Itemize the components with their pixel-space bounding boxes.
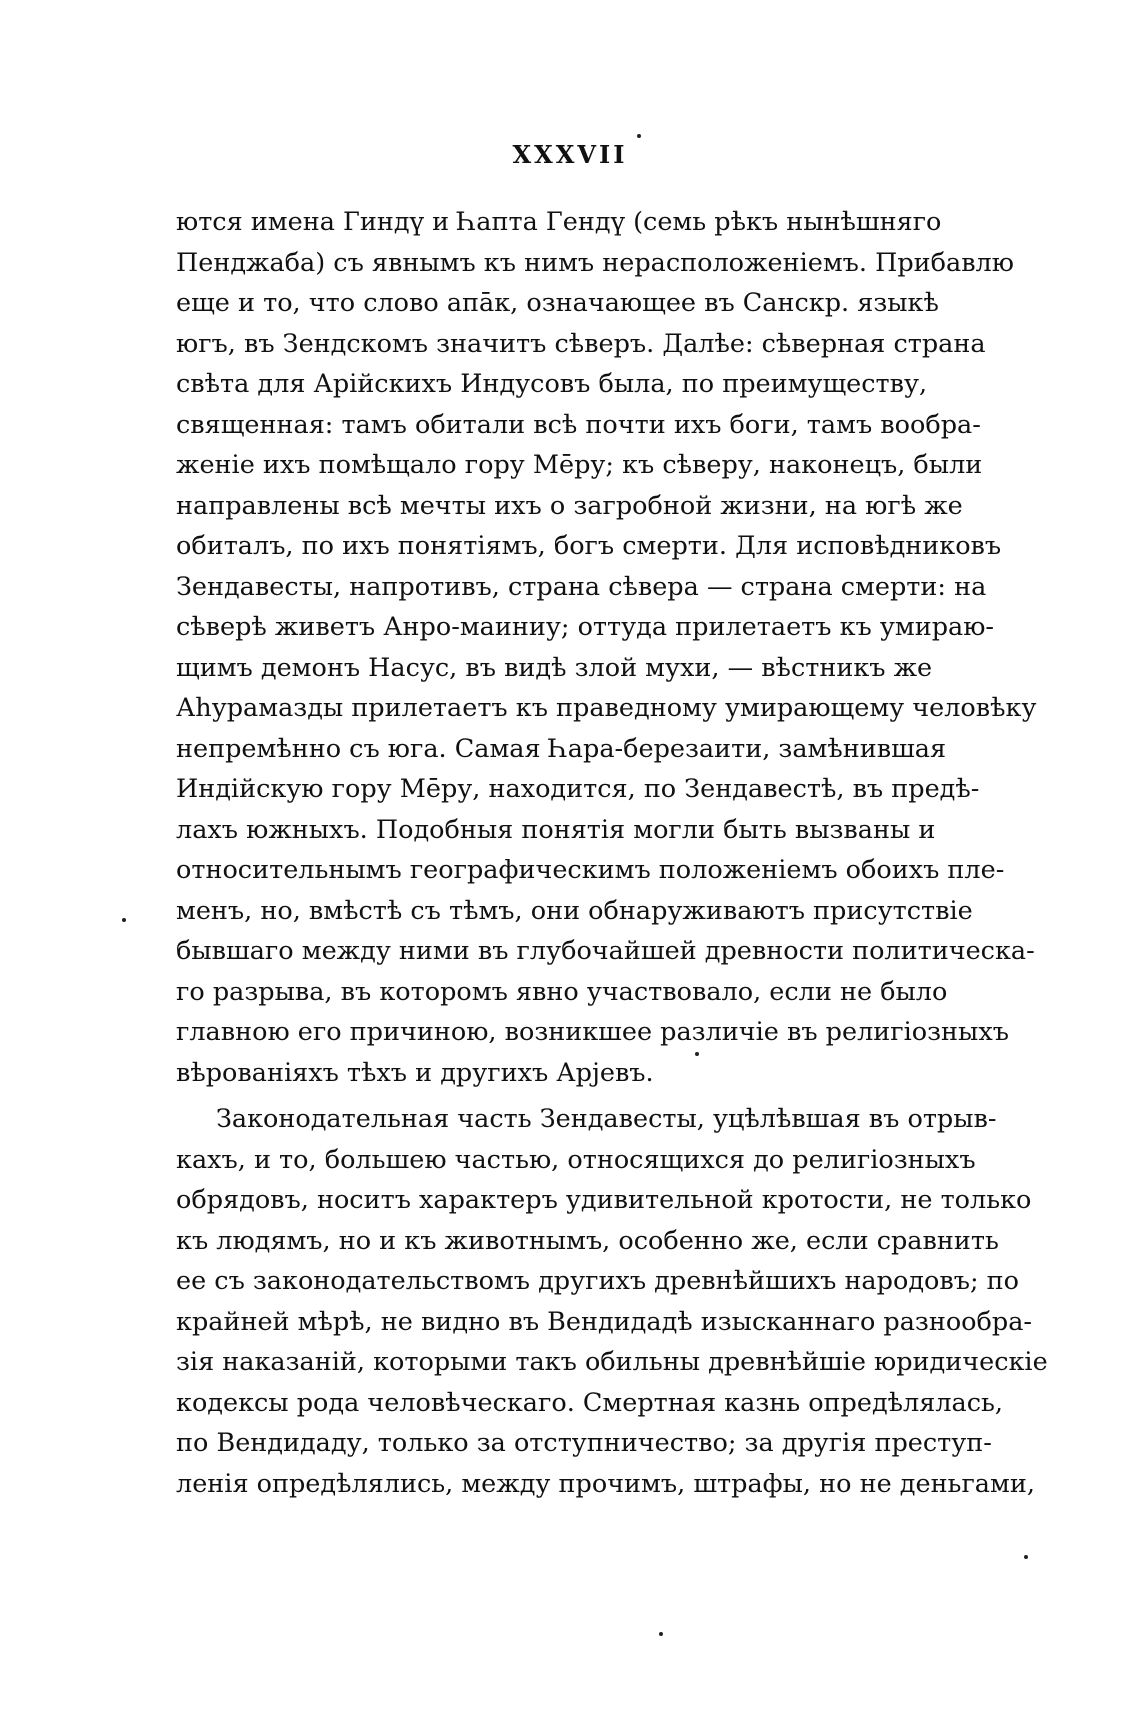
- text-line: направлены всѣ мечты ихъ о загробной жизни, на югѣ же: [176, 490, 963, 521]
- scan-speck: [1024, 1555, 1028, 1559]
- scan-speck: [695, 1052, 699, 1056]
- text-line: менъ, но, вмѣстѣ съ тѣмъ, они обнаруживаютъ присутствіе: [176, 895, 973, 926]
- scan-speck: [637, 134, 641, 138]
- body-text: [176, 202, 1048, 1504]
- text-line: сѣверѣ живетъ Анро-маиниу; оттуда прилетаетъ къ умираю-: [176, 612, 995, 642]
- text-line: югъ, въ Зендскомъ значитъ сѣверъ. Далѣе: сѣверная страна: [176, 328, 986, 359]
- text-line: относительнымъ географическимъ положеніемъ обоихъ пле-: [176, 855, 1005, 885]
- scan-speck: [122, 918, 126, 922]
- text-line: обиталъ, по ихъ понятіямъ, богъ смерти. Для исповѣдниковъ: [176, 531, 1002, 561]
- page-number: XXXVII: [512, 140, 628, 169]
- text-line: крайней мѣрѣ, не видно въ Вендидадѣ изысканнаго разнообра-: [176, 1306, 1033, 1337]
- text-line: Индійскую гору Мēру, находится, по Зендавестѣ, въ предѣ-: [176, 774, 980, 804]
- paragraph-1: [176, 202, 1037, 1093]
- text-line: зія наказаній, которыми такъ обильны древнѣйшіе юридическіе: [176, 1347, 1048, 1377]
- text-line: бывшаго между ними въ глубочайшей древности политическа-: [176, 936, 1035, 966]
- text-line: священная: тамъ обитали всѣ почти ихъ боги, тамъ вообра-: [176, 409, 981, 440]
- text-line: къ людямъ, но и къ животнымъ, особенно же, если сравнить: [176, 1225, 999, 1256]
- text-line: вѣрованіяхъ тѣхъ и другихъ Арјевъ.: [176, 1057, 654, 1088]
- text-line: Аһурамазды прилетаетъ къ праведному умирающему человѣку: [176, 693, 1037, 723]
- text-line: кахъ, и то, большею частью, относящихся до религіозныхъ: [176, 1144, 976, 1175]
- text-line: лахъ южныхъ. Подобныя понятія могли быть вызваны и: [176, 814, 936, 845]
- text-line: ются имена Гиндү и Һапта Гендү (семь рѣкъ нынѣшняго: [176, 207, 942, 237]
- text-line: Пенджаба) съ явнымъ къ нимъ нерасположеніемъ. Прибавлю: [176, 247, 1014, 278]
- text-line: обрядовъ, носитъ характеръ удивительной кротости, не только: [176, 1185, 1032, 1215]
- text-line: Законодательная часть Зендавесты, уцѣлѣвшая въ отрыв-: [216, 1104, 997, 1134]
- text-line: свѣта для Арійскихъ Индусовъ была, по преимуществу,: [176, 369, 928, 399]
- text-line: непремѣнно съ юга. Самая Һара-березаити, замѣнившая: [176, 733, 947, 764]
- text-line: ленія опредѣлялись, между прочимъ, штрафы, но не деньгами,: [176, 1468, 1035, 1499]
- text-line: главною его причиною, возникшее различіе въ религіозныхъ: [176, 1017, 1009, 1047]
- text-line: по Вендидаду, только за отступничество; за другія преступ-: [176, 1428, 992, 1458]
- text-line: кодексы рода человѣческаго. Смертная казнь опредѣлялась,: [176, 1387, 1004, 1418]
- paragraph-2: [176, 1099, 1048, 1504]
- scan-speck: [659, 1632, 663, 1636]
- text-line: ее съ законодательствомъ другихъ древнѣйшихъ народовъ; по: [176, 1266, 1019, 1296]
- text-line: щимъ демонъ Насус, въ видѣ злой мухи, — вѣстникъ же: [176, 652, 933, 683]
- text-line: го разрыва, въ которомъ явно участвовало, если не было: [176, 976, 948, 1007]
- text-line: еще и то, что слово апāк, означающее въ Санскр. языкѣ: [176, 288, 939, 318]
- text-line: Зендавесты, напротивъ, страна сѣвера — страна смерти: на: [176, 571, 987, 602]
- text-line: женіе ихъ помѣщало гору Мēру; къ сѣверу, наконецъ, были: [176, 450, 983, 480]
